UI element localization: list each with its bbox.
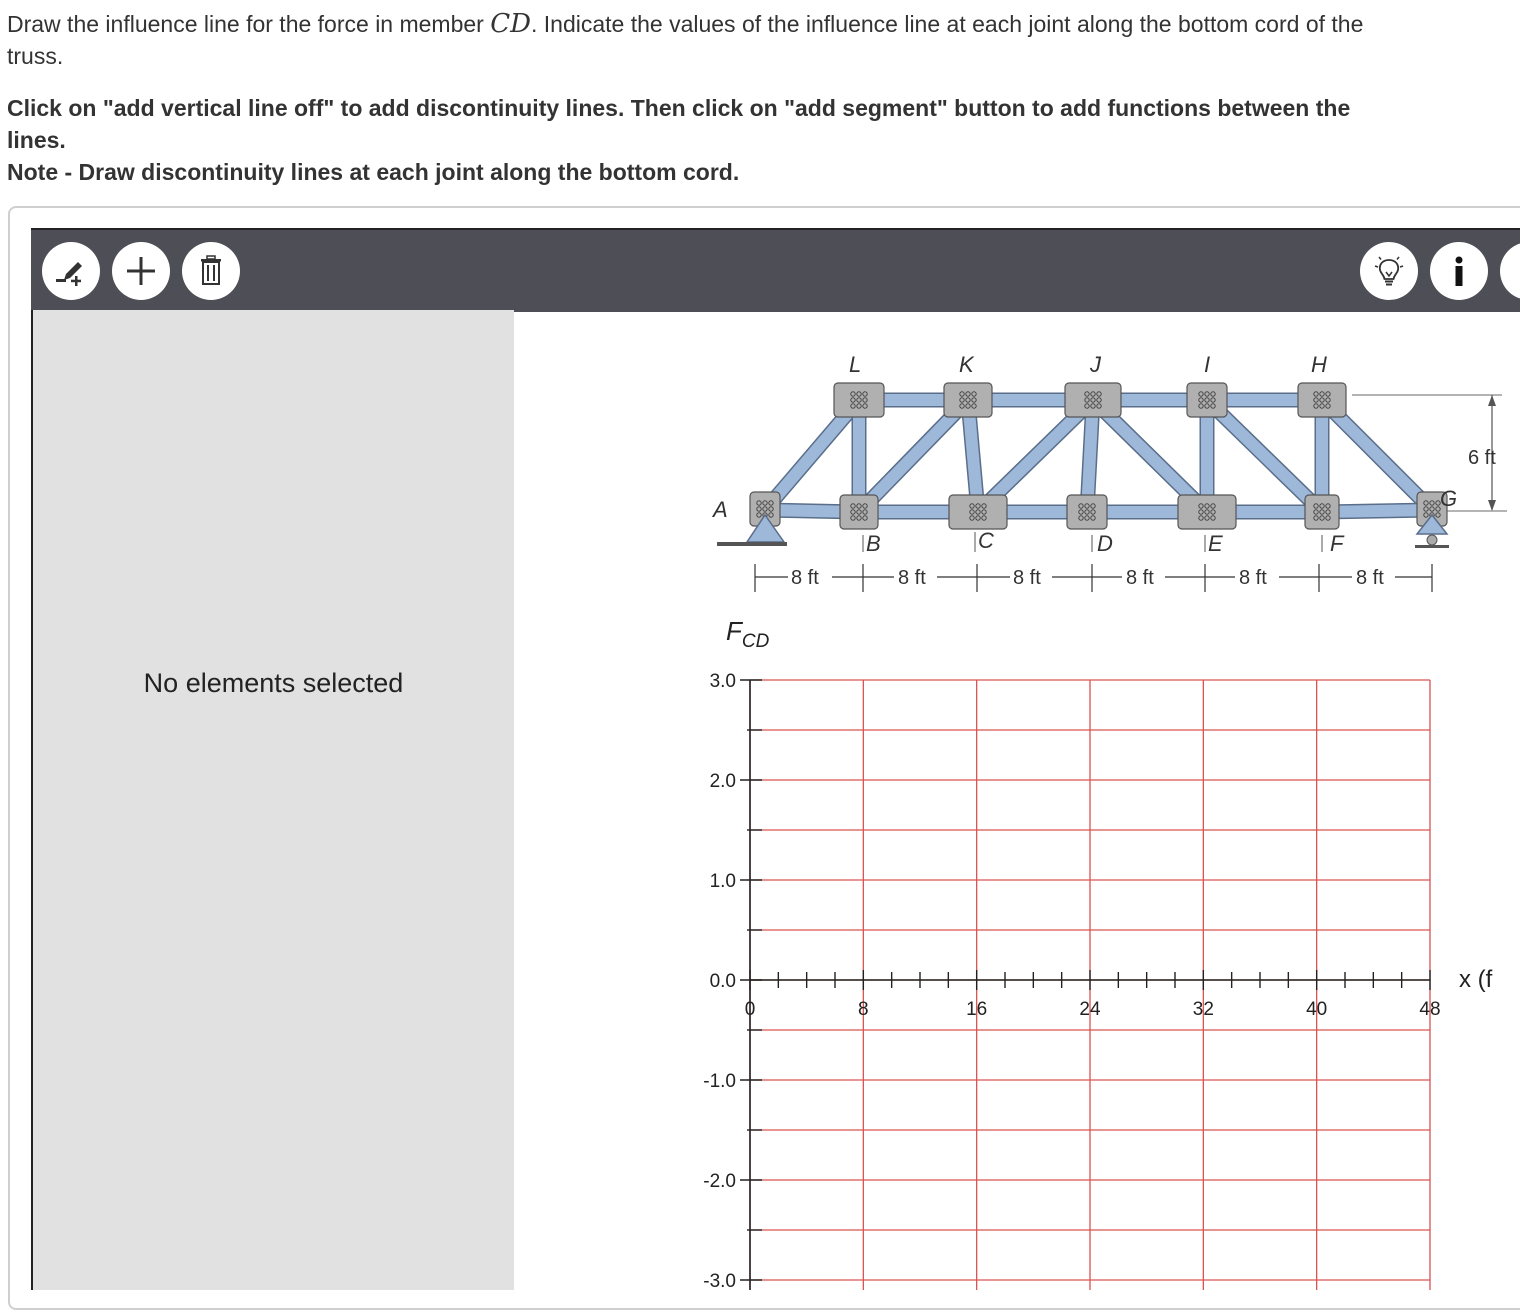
y-tick-label: -2.0 <box>703 1171 736 1192</box>
joint-label-D: D <box>1097 531 1113 556</box>
y-tick-label: 1.0 <box>709 871 736 892</box>
selection-status: No elements selected <box>143 668 404 698</box>
pencil-add-icon <box>52 252 90 290</box>
spacing-label-3: 8 ft <box>1013 567 1041 589</box>
gusset-I <box>1187 383 1227 417</box>
lightbulb-icon <box>1370 252 1408 290</box>
x-tick-label: 16 <box>966 999 988 1020</box>
y-tick-label: -1.0 <box>703 1071 736 1092</box>
x-tick-label: 8 <box>858 999 869 1020</box>
y-axis-label: $F_{CD}$ <box>726 616 770 652</box>
influence-line-graph[interactable] <box>703 616 1492 1290</box>
y-tick-label: 3.0 <box>709 671 736 692</box>
gusset-C <box>949 495 1007 529</box>
spacing-label-4: 8 ft <box>1126 567 1154 589</box>
x-tick-label: 48 <box>1419 999 1441 1020</box>
delete-button[interactable] <box>182 242 240 300</box>
member-label: CD <box>490 9 531 39</box>
ground-G <box>1415 545 1449 548</box>
roller-G <box>1427 535 1437 545</box>
gusset-K <box>944 383 992 417</box>
instruction-note: Note - Draw discontinuity lines at each joint along the bottom cord. <box>7 159 740 185</box>
graph-panel[interactable] <box>522 320 1520 1290</box>
toolbar <box>31 228 1520 312</box>
add-vertical-line-button[interactable] <box>42 242 100 300</box>
spacing-label-1: 8 ft <box>791 567 819 589</box>
add-segment-button[interactable] <box>112 242 170 300</box>
trash-icon <box>192 252 230 290</box>
joint-label-L: L <box>849 352 862 377</box>
question-text <box>7 8 1407 72</box>
gusset-L <box>834 383 884 417</box>
joint-label-E: E <box>1208 531 1223 556</box>
truss-figure <box>711 352 1507 592</box>
gusset-H <box>1298 383 1346 417</box>
x-axis-label: x (f <box>1459 966 1493 993</box>
question-suffix: . Indicate the values of the influence line at each joint along the bottom cord of the truss. <box>7 11 1364 69</box>
x-tick-label: 0 <box>744 999 756 1020</box>
instruction-add-lines: Click on "add vertical line off" to add discontinuity lines. Then click on "add segment" button to add functions between the lines. <box>7 95 1351 153</box>
y-tick-label: 2.0 <box>709 771 736 792</box>
gusset-E <box>1178 495 1236 529</box>
gusset-J <box>1065 383 1121 417</box>
y-tick-label: -3.0 <box>703 1271 736 1290</box>
gusset-D <box>1067 495 1107 529</box>
x-tick-label: 40 <box>1306 999 1328 1020</box>
graph-canvas[interactable] <box>522 320 1520 1290</box>
joint-label-B: B <box>866 531 881 556</box>
spacing-label-5: 8 ft <box>1239 567 1267 589</box>
x-tick-label: 24 <box>1079 999 1101 1020</box>
joint-label-C: C <box>978 528 994 553</box>
spacing-label-6: 8 ft <box>1356 567 1384 589</box>
joint-label-K: K <box>959 352 974 377</box>
y-tick-label: 0.0 <box>709 971 736 992</box>
instructions <box>7 92 1407 188</box>
spacing-label-2: 8 ft <box>898 567 926 589</box>
ground-A <box>717 542 787 546</box>
info-button[interactable] <box>1430 242 1488 300</box>
hint-button[interactable] <box>1360 242 1418 300</box>
joint-label-F: F <box>1330 531 1344 556</box>
question-prefix: Draw the influence line for the force in member <box>7 11 491 37</box>
gusset-B <box>840 495 878 529</box>
joint-label-I: I <box>1204 352 1211 377</box>
joint-label-H: H <box>1311 352 1327 377</box>
joint-label-A: A <box>713 497 728 522</box>
joint-label-J: J <box>1090 352 1101 377</box>
gusset-F <box>1305 495 1339 529</box>
info-icon <box>1440 252 1478 290</box>
joint-label-G: G <box>1440 486 1458 511</box>
properties-panel <box>31 310 514 1290</box>
height-dim-label: 6 ft <box>1468 447 1496 469</box>
plus-icon <box>122 252 160 290</box>
x-tick-label: 32 <box>1192 999 1214 1020</box>
